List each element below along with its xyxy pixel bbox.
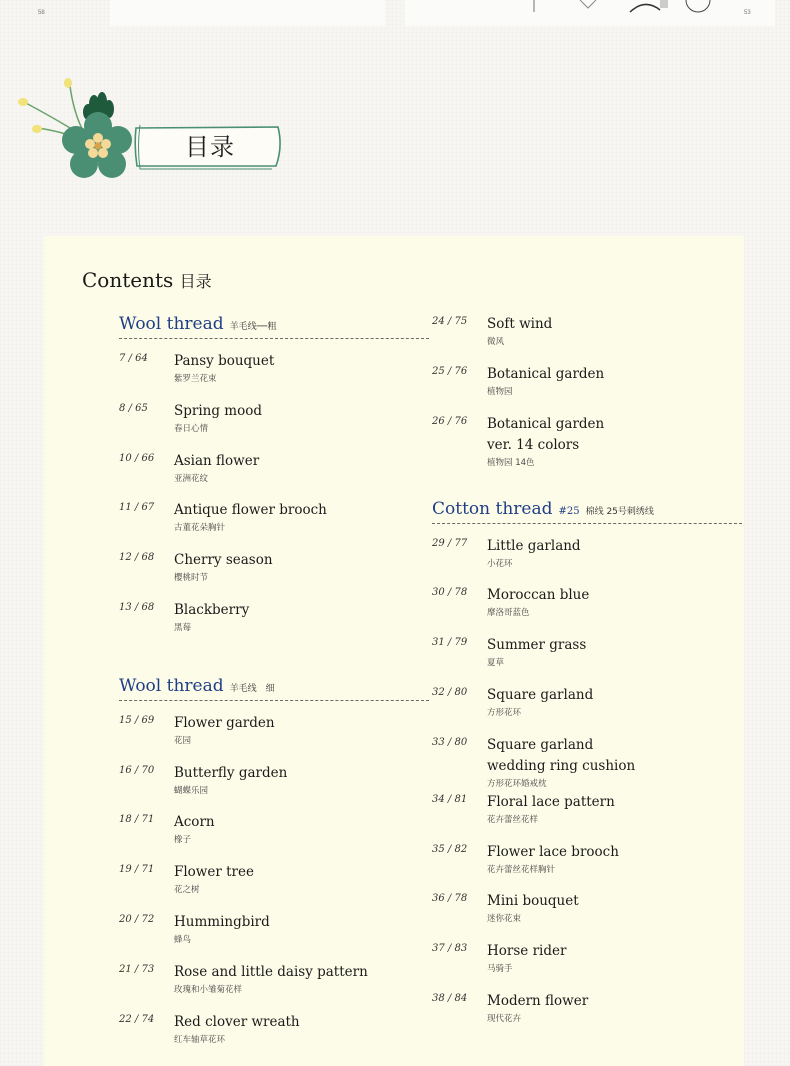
entry-title-cn: 黑莓 [174,622,192,633]
entry-title-cn: 花卉蕾丝花样 [487,814,539,825]
entry-title-cn: 蝴蝶乐园 [174,785,209,796]
contents-heading-cn: 目录 [179,272,212,291]
entry-pages: 25 / 76 [432,365,468,377]
entry-title: Summer grass [487,637,587,654]
entry-pages: 35 / 82 [432,843,468,855]
entry-title-cn: 蜂鸟 [174,934,192,945]
entry-title: Moroccan blue [487,587,590,604]
entry-title: Hummingbird [174,913,270,930]
toc-entry[interactable] [432,792,742,842]
entry-pages: 11 / 67 [119,502,155,514]
contents-column-right [432,314,742,1041]
entry-title-cn: 植物园 [487,386,513,397]
entry-pages: 24 / 75 [432,316,468,327]
entry-pages: 26 / 76 [432,415,468,427]
entry-title-cn: 现代花卉 [487,1013,522,1024]
entry-title: Antique flower brooch [174,502,327,519]
toc-entry[interactable] [119,550,429,600]
entry-title: Flower tree [174,864,254,881]
toc-entry[interactable] [119,862,429,912]
toc-entry[interactable] [432,941,742,991]
section-heading [432,499,742,524]
entry-title-cn: 花之树 [174,885,200,896]
entry-title: Flower lace brooch [487,843,619,860]
toc-entry[interactable] [432,585,742,635]
entry-pages: 29 / 77 [432,537,468,549]
entry-title: Modern flower [487,992,589,1009]
entry-title: Blackberry [174,601,250,618]
entry-title-cn: 微风 [487,337,505,347]
sketch-marks [520,0,760,20]
entry-title-cn: 夏草 [487,658,505,669]
toc-entry[interactable] [119,1012,429,1062]
entry-title: Spring mood [174,402,262,419]
contents-column-left [119,314,429,1061]
entry-pages: 10 / 66 [119,452,155,464]
entry-title-cn: 红车轴草花环 [174,1034,226,1045]
entry-pages: 38 / 84 [432,992,468,1004]
toc-entry[interactable] [119,351,429,401]
toc-entry[interactable] [432,536,742,586]
entry-title: Botanical garden [487,365,605,382]
entry-pages: 22 / 74 [119,1013,155,1025]
entry-title: Pansy bouquet [174,353,275,369]
entry-pages: 16 / 70 [119,764,155,776]
entry-title-cn: 古董花朵胸针 [174,523,226,534]
toc-entry[interactable] [119,812,429,862]
toc-entry[interactable] [119,401,429,451]
toc-entry[interactable] [119,451,429,501]
section-subtitle: 羊毛线 细 [229,683,275,694]
flower-illustration-icon [14,76,144,186]
toc-entry[interactable] [119,713,429,763]
entry-title: Horse rider [487,943,567,960]
page-title: 目录 [185,133,235,161]
entry-title: Cherry season [174,552,273,569]
entry-pages: 33 / 80 [432,736,468,748]
toc-entry[interactable] [119,912,429,962]
entry-pages: 19 / 71 [119,864,155,876]
toc-entry[interactable] [432,685,742,735]
entry-title: Soft wind [487,316,553,332]
entry-title-cn: 马骑手 [487,964,513,975]
previous-page-card-left [110,0,385,26]
previous-spread-strip [0,0,790,32]
entry-title: Little garland [487,537,581,554]
entry-title-line2: wedding ring cushion [487,757,636,774]
section-title: Wool thread [119,314,224,334]
toc-entry[interactable] [432,991,742,1041]
entry-title-cn: 橡子 [174,835,192,846]
entry-pages: 13 / 68 [119,601,155,613]
entry-title-cn: 方形花环 [487,707,522,718]
entry-title-line2: ver. 14 colors [487,436,580,453]
toc-entry[interactable] [432,314,742,364]
entry-title: Red clover wreath [174,1013,300,1030]
entry-pages: 7 / 64 [119,353,148,364]
entry-title-cn: 玫瑰和小雏菊花样 [174,984,243,995]
entry-pages: 30 / 78 [432,587,468,599]
entry-pages: 36 / 78 [432,893,468,905]
entry-pages: 8 / 65 [119,402,148,414]
entry-pages: 21 / 73 [119,963,155,975]
section-title: Wool thread [119,675,224,696]
entry-title-cn: 摩洛哥蓝色 [487,608,530,619]
section-subtitle: 棉线 25号刺绣线 [585,506,654,517]
toc-entry[interactable] [119,763,429,813]
entry-title-cn: 花园 [174,735,192,746]
toc-entry[interactable] [432,414,742,471]
toc-entry[interactable] [432,842,742,892]
toc-entry[interactable] [432,364,742,414]
toc-entry[interactable] [432,735,742,792]
entry-title: Flower garden [174,714,275,731]
entry-pages: 15 / 69 [119,714,155,726]
entry-title: Mini bouquet [487,893,579,910]
section-title: Cotton thread [432,498,553,519]
entry-title: Botanical garden [487,415,605,432]
entry-title-cn: 亚洲花纹 [174,473,209,484]
entry-title-cn: 花卉蕾丝花样胸针 [487,864,556,875]
entry-pages: 32 / 80 [432,686,468,698]
entry-title-cn: 迷你花束 [487,914,522,925]
entry-pages: 37 / 83 [432,943,468,955]
entry-title: Floral lace pattern [487,793,615,810]
entry-title: Butterfly garden [174,764,288,781]
section-heading [119,314,429,339]
section-subtitle: 羊毛线──粗 [229,322,277,332]
previous-left-page-number: 58 [38,10,45,16]
contents-heading-en: Contents [82,268,174,292]
entry-title-cn: 方形花环婚戒枕 [487,778,547,789]
previous-right-page-number: 53 [744,10,751,16]
entry-title-cn: 春日心情 [174,423,209,434]
section-thread-number: #25 [558,505,580,517]
entry-title-cn: 植物园 14色 [487,457,535,468]
entry-pages: 20 / 72 [119,913,155,925]
entry-title-cn: 紫罗兰花束 [174,374,217,384]
entry-title: Rose and little daisy pattern [174,963,368,980]
toc-entry[interactable] [432,891,742,941]
entry-pages: 34 / 81 [432,793,468,805]
entry-pages: 18 / 71 [119,814,155,826]
entry-title: Asian flower [174,452,260,469]
entry-title-cn: 小花环 [487,558,513,569]
entry-title: Square garland [487,736,594,753]
contents-heading [82,268,212,292]
entry-title: Acorn [174,814,215,831]
section-heading [119,676,429,701]
entry-pages: 31 / 79 [432,637,468,649]
toc-entry[interactable] [119,500,429,550]
toc-entry[interactable] [119,600,429,650]
entry-pages: 12 / 68 [119,552,155,564]
entry-title: Square garland [487,686,594,703]
toc-entry[interactable] [119,962,429,1012]
toc-entry[interactable] [432,635,742,685]
entry-title-cn: 樱桃时节 [174,573,209,584]
